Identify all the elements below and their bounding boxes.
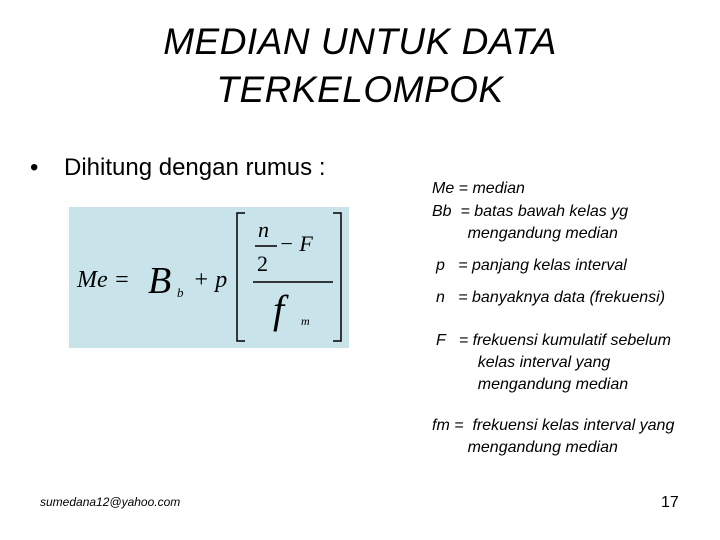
formula-graphic [69, 207, 349, 348]
page-number: 17 [661, 494, 679, 511]
denominator-f: f [273, 287, 285, 332]
slide-title [0, 18, 720, 114]
denominator-sub: m [301, 314, 310, 328]
formula-base-sub: b [177, 285, 184, 300]
numerator-2: 2 [257, 251, 268, 276]
def-n: n = banyaknya data (frekuensi) [436, 289, 666, 306]
def-fm: fm = frekuensi kelas interval yang mengandung median [432, 417, 675, 456]
formula-base: B [148, 260, 172, 302]
numerator-minus-f: − F [279, 231, 313, 256]
formula-plus-p: + p [193, 267, 228, 293]
def-p: p = panjang kelas interval [436, 257, 627, 274]
def-me: Me = median [432, 180, 525, 197]
def-f: F = frekuensi kumulatif sebelum kelas interval yang mengandung median [436, 332, 671, 393]
footer-email: sumedana12@yahoo.com [40, 495, 181, 509]
def-bb: Bb = batas bawah kelas yg mengandung median [432, 203, 629, 242]
left-bracket [237, 213, 245, 341]
bullet-text: Dihitung dengan rumus : [64, 154, 326, 181]
bullet-item [30, 154, 326, 182]
right-bracket [333, 213, 341, 341]
median-formula [69, 207, 349, 348]
title-line-2: TERKELOMPOK [216, 69, 504, 110]
bullet-dot-icon: • [30, 154, 39, 181]
title-line-1: MEDIAN UNTUK DATA [163, 21, 557, 62]
numerator-n: n [258, 217, 269, 242]
formula-lhs: Me = [77, 267, 130, 293]
